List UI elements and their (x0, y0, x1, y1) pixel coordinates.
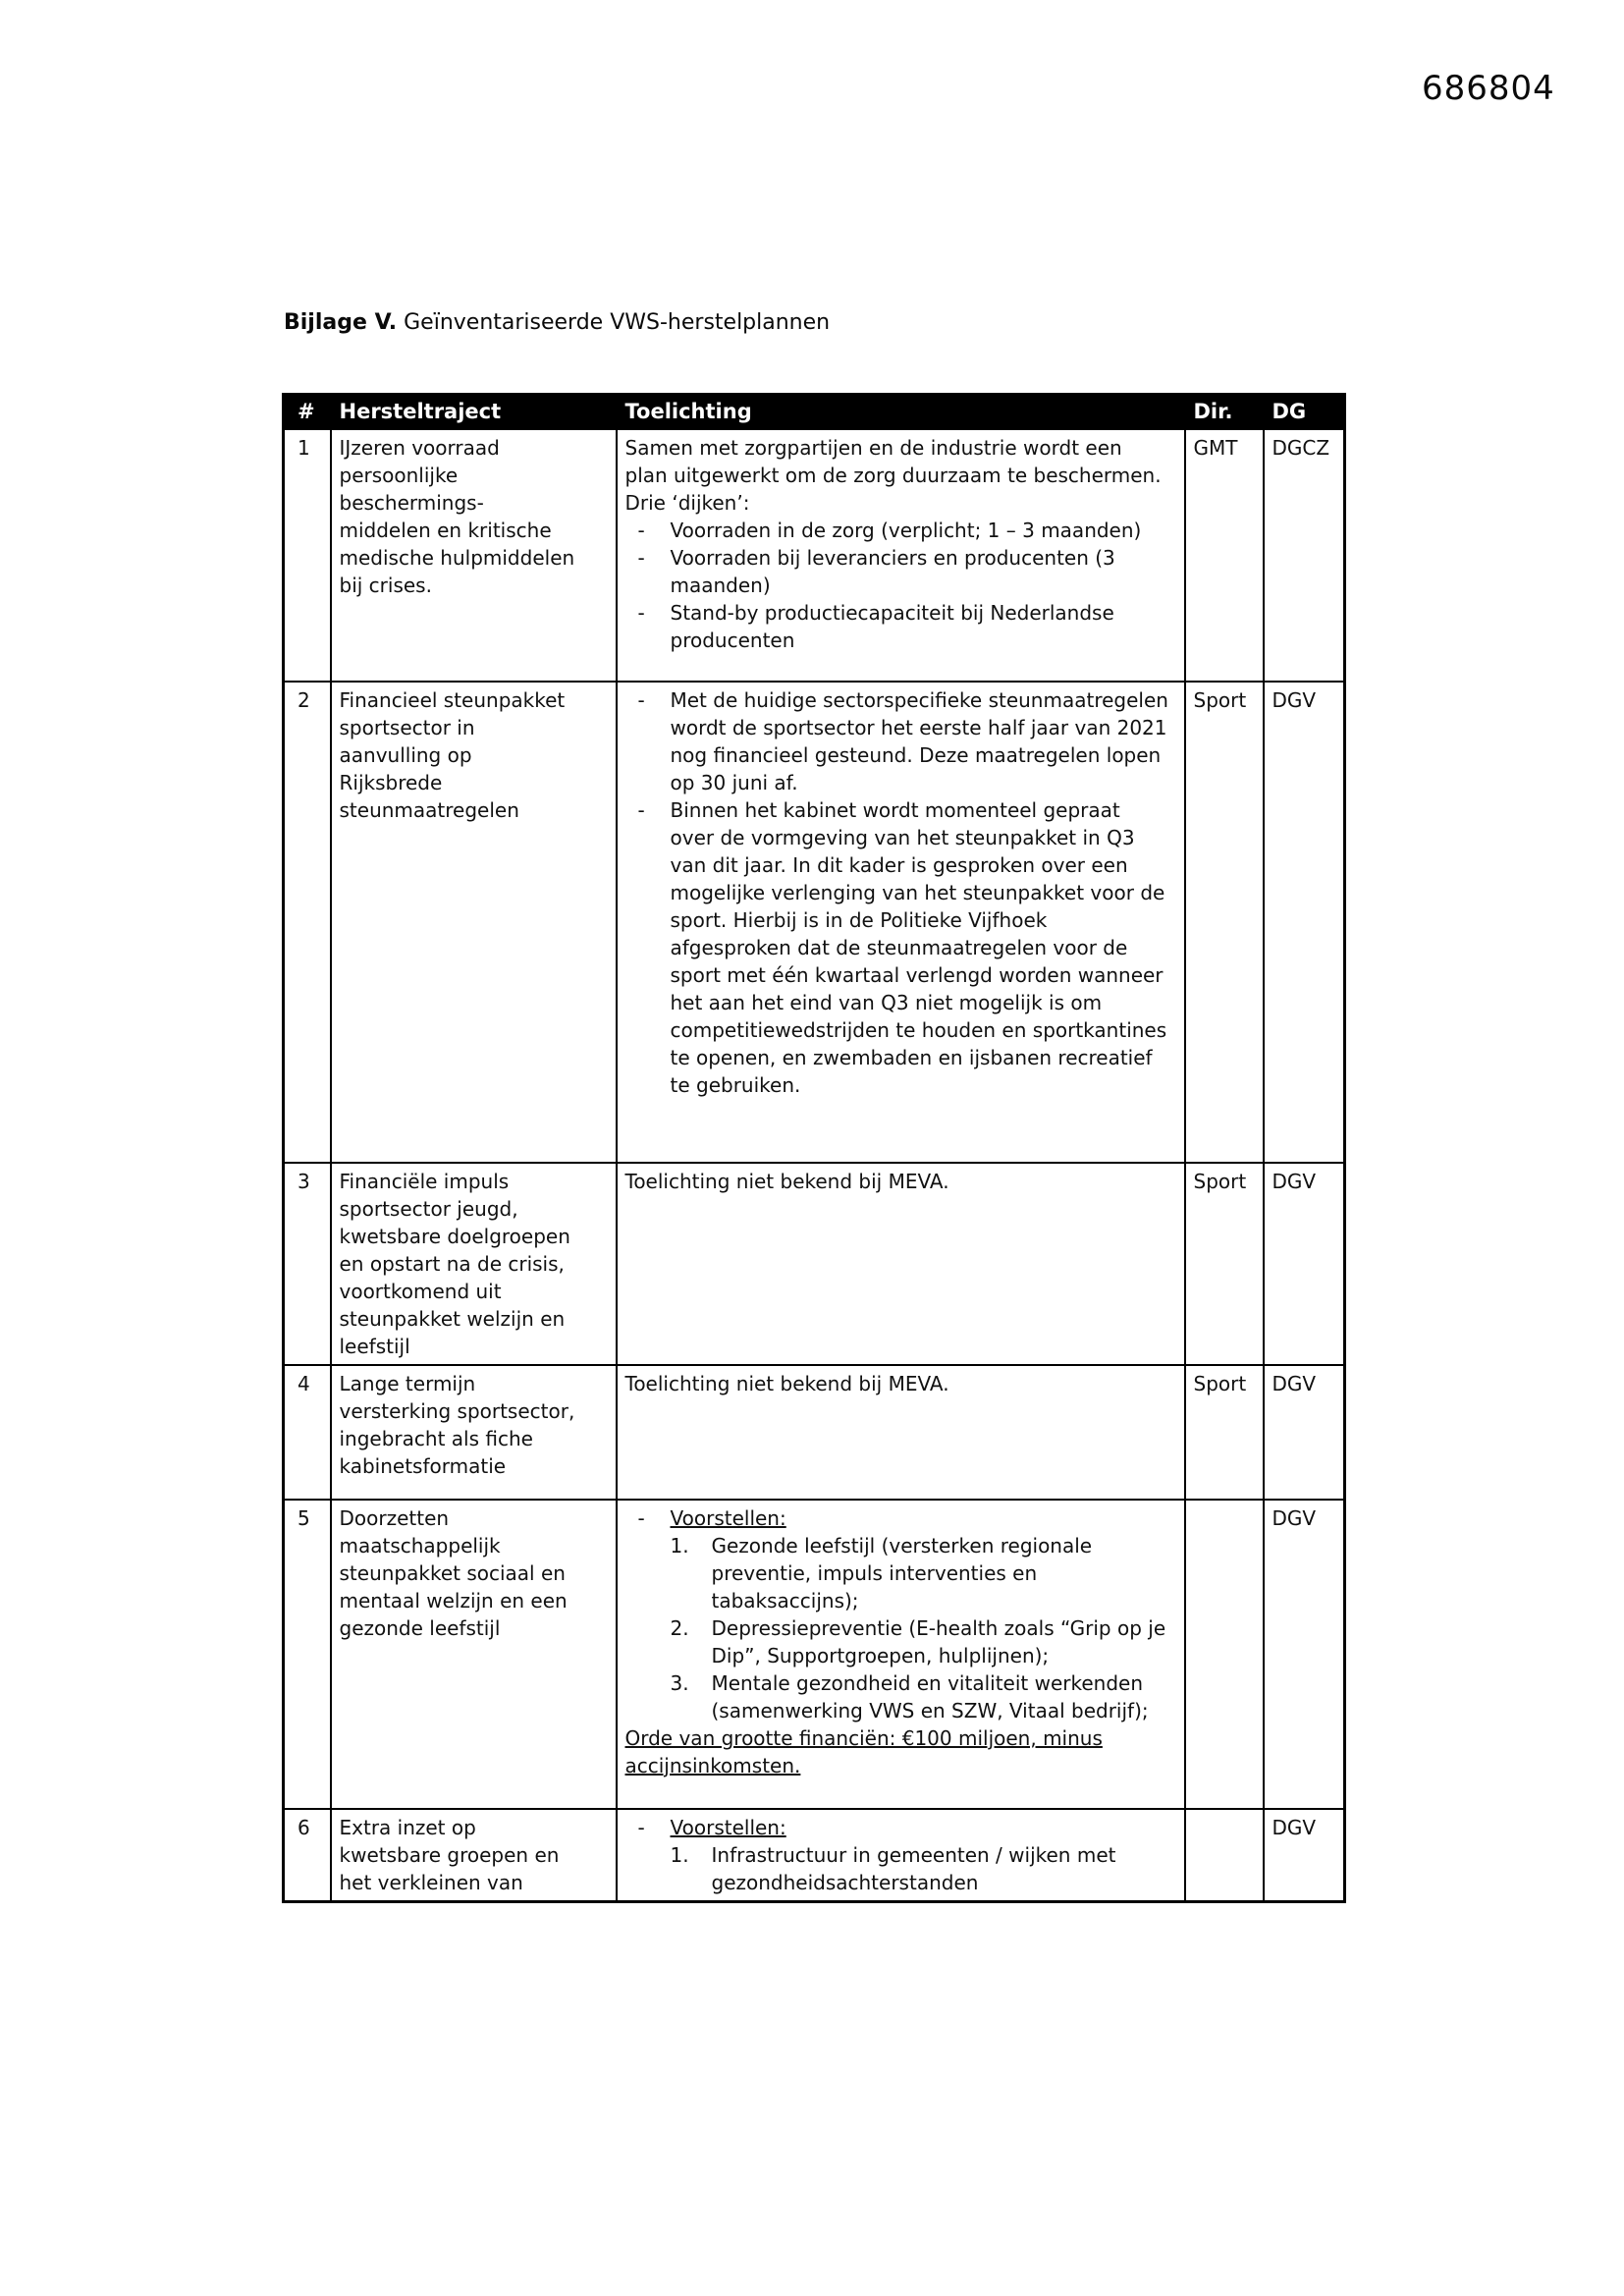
item-text: Infrastructuur in gemeenten / wijken met gezondheidsachterstanden (711, 1843, 1116, 1894)
title-text: Geïnventariseerde VWS-herstelplannen (404, 310, 831, 335)
col-header-toelichting: Toelichting (617, 395, 1185, 430)
bullet-text: Voorraden in de zorg (verplicht; 1 – 3 maanden) (670, 519, 1142, 542)
toelichting-intro: Samen met zorgpartijen en de industrie wordt een plan uitgewerkt om de zorg duurzaam te beschermen. Drie ‘dijken’: (624, 436, 1162, 515)
item-text: Depressiepreventie (E-health zoals “Grip op je Dip”, Supportgroepen, hulplijnen); (711, 1616, 1166, 1667)
bullet-item (625, 544, 1170, 599)
hersteltraject-cell: Extra inzet op kwetsbare groepen en het verkleinen van (331, 1809, 617, 1902)
bullet-item (625, 796, 1170, 1099)
numbered-list (671, 1532, 1170, 1724)
dg-cell: DGV (1264, 1365, 1345, 1500)
numbered-item (671, 1532, 1170, 1614)
bullet-text: Stand-by productiecapaciteit bij Nederlandse producenten (670, 601, 1114, 652)
table-row-4 (284, 1365, 1345, 1500)
item-number: 1. (670, 1534, 689, 1558)
bullet-dash: - (637, 798, 645, 822)
bullet-item (625, 1504, 1170, 1532)
bullet-label-voorstellen: Voorstellen: (670, 1816, 786, 1839)
bullet-item (625, 599, 1170, 654)
numbered-item (671, 1669, 1170, 1724)
herstelplannen-table (282, 393, 1346, 1903)
col-header-dir: Dir. (1185, 395, 1264, 430)
item-number: 3. (670, 1671, 689, 1695)
item-number: 2. (670, 1616, 689, 1640)
hersteltraject-cell: Lange termijn versterking sportsector, ingebracht als fiche kabinetsformatie (331, 1365, 617, 1500)
bullet-item (625, 686, 1170, 796)
title-label: Bijlage V. (284, 310, 398, 335)
item-text: Gezonde leefstijl (versterken regionale preventie, impuls interventies en tabaksaccijns); (711, 1534, 1093, 1613)
bullet-dash: - (637, 688, 645, 712)
bullet-item (625, 517, 1170, 544)
bullet-dash: - (637, 1506, 645, 1530)
toelichting-cell: Toelichting niet bekend bij MEVA. (617, 1163, 1185, 1365)
dg-cell: DGV (1264, 1500, 1345, 1809)
row-number: 1 (284, 429, 331, 682)
bullet-dash: - (637, 519, 645, 542)
dir-cell (1185, 1809, 1264, 1902)
dg-cell: DGV (1264, 1163, 1345, 1365)
numbered-list (671, 1841, 1170, 1896)
col-header-dg: DG (1264, 395, 1345, 430)
page-title (284, 310, 830, 335)
dir-cell: Sport (1185, 682, 1264, 1163)
hersteltraject-cell: IJzeren voorraad persoonlijke beschermings- middelen en kritische medische hulpmiddelen bij crises. (331, 429, 617, 682)
document-number: 686804 (1422, 69, 1555, 108)
row-number: 4 (284, 1365, 331, 1500)
bullet-text: Voorraden bij leveranciers en producenten (3 maanden) (670, 546, 1115, 597)
bullet-label-voorstellen: Voorstellen: (670, 1506, 786, 1530)
dg-cell: DGV (1264, 1809, 1345, 1902)
row-number: 5 (284, 1500, 331, 1809)
hersteltraject-cell: Financiële impuls sportsector jeugd, kwetsbare doelgroepen en opstart na de crisis, voortkomend uit steunpakket welzijn en leefstijl (331, 1163, 617, 1365)
row-number: 3 (284, 1163, 331, 1365)
bullet-item (625, 1814, 1170, 1841)
hersteltraject-cell: Doorzetten maatschappelijk steunpakket sociaal en mentaal welzijn en een gezonde leefstijl (331, 1500, 617, 1809)
dir-cell: GMT (1185, 429, 1264, 682)
row-number: 2 (284, 682, 331, 1163)
numbered-item (671, 1841, 1170, 1896)
table-header-row (284, 395, 1345, 430)
table-row-1 (284, 429, 1345, 682)
bullet-text: Binnen het kabinet wordt momenteel gepraat over de vormgeving van het steunpakket in Q3 van dit jaar. In dit kader is gesproken over een mogelijke verlenging van het steunpakket voor de sport. Hierbij is in de Politieke Vijfhoek afgesproken dat de steunmaatregelen voor de sport met één kwartaal verlengd worden wanneer het aan het eind van Q3 niet mogelijk is om competitiewedstrijden te houden en sportkantines te openen, en zwembaden en ijsbanen recreatief te gebruiken. (670, 798, 1167, 1097)
toelichting-cell (617, 682, 1185, 1163)
table-row-3 (284, 1163, 1345, 1365)
col-header-hersteltraject: Hersteltraject (331, 395, 617, 430)
financien-note: Orde van grootte financiën: €100 miljoen, minus accijnsinkomsten. (624, 1726, 1103, 1777)
dir-cell: Sport (1185, 1365, 1264, 1500)
col-header-num: # (284, 395, 331, 430)
toelichting-cell: Toelichting niet bekend bij MEVA. (617, 1365, 1185, 1500)
row-number: 6 (284, 1809, 331, 1902)
bullet-dash: - (637, 601, 645, 625)
dg-cell: DGV (1264, 682, 1345, 1163)
table-row-2 (284, 682, 1345, 1163)
bullet-dash: - (637, 546, 645, 570)
toelichting-cell (617, 1500, 1185, 1809)
item-text: Mentale gezondheid en vitaliteit werkenden (samenwerking VWS en SZW, Vitaal bedrijf); (711, 1671, 1149, 1722)
table-row-6 (284, 1809, 1345, 1902)
bullet-dash: - (637, 1816, 645, 1839)
dir-cell (1185, 1500, 1264, 1809)
toelichting-cell (617, 429, 1185, 682)
item-number: 1. (670, 1843, 689, 1867)
dg-cell: DGCZ (1264, 429, 1345, 682)
table-row-5 (284, 1500, 1345, 1809)
bullet-text: Met de huidige sectorspecifieke steunmaatregelen wordt de sportsector het eerste half jaar van 2021 nog financieel gesteund. Deze maatregelen lopen op 30 juni af. (670, 688, 1168, 794)
hersteltraject-cell: Financieel steunpakket sportsector in aanvulling op Rijksbrede steunmaatregelen (331, 682, 617, 1163)
dir-cell: Sport (1185, 1163, 1264, 1365)
toelichting-cell (617, 1809, 1185, 1902)
numbered-item (671, 1614, 1170, 1669)
